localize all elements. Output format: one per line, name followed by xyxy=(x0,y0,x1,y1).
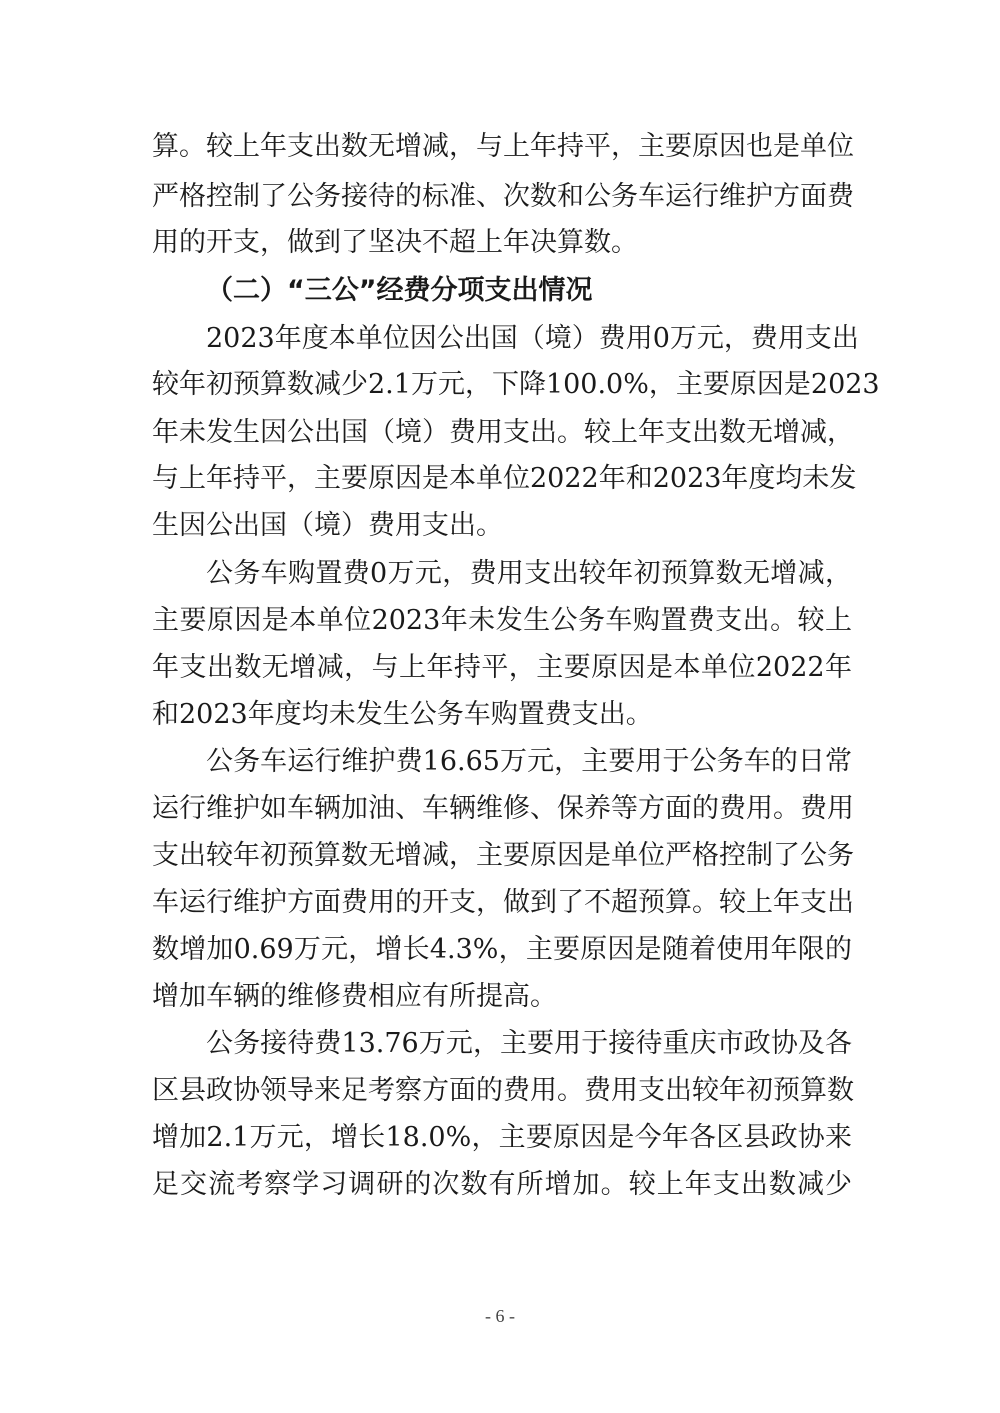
body-line: 支出较年初预算数无增减，主要原因是单位严格控制了公务 xyxy=(152,840,854,871)
body-line: 2023年度本单位因公出国（境）费用0万元，费用支出 xyxy=(206,323,859,354)
body-line: 算。较上年支出数无增减，与上年持平，主要原因也是单位 xyxy=(152,131,854,162)
body-line: 较年初预算数减少2.1万元，下降100.0%，主要原因是2023 xyxy=(152,369,880,400)
body-line: 足交流考察学习调研的次数有所增加。较上年支出数减少 xyxy=(152,1169,852,1200)
body-line: 严格控制了公务接待的标准、次数和公务车运行维护方面费 xyxy=(152,181,854,212)
body-line: 数增加0.69万元，增长4.3%，主要原因是随着使用年限的 xyxy=(152,934,852,965)
body-line: 增加车辆的维修费相应有所提高。 xyxy=(152,981,557,1012)
body-line: 和2023年度均未发生公务车购置费支出。 xyxy=(152,699,653,730)
body-line: 年未发生因公出国（境）费用支出。较上年支出数无增减， xyxy=(152,417,854,448)
body-line: 车运行维护方面费用的开支，做到了不超预算。较上年支出 xyxy=(152,887,854,918)
body-line: 公务车运行维护费16.65万元，主要用于公务车的日常 xyxy=(206,746,852,777)
body-line: 主要原因是本单位2023年未发生公务车购置费支出。较上 xyxy=(152,605,852,636)
section-heading: （二）“三公”经费分项支出情况 xyxy=(206,275,593,306)
body-line: 与上年持平，主要原因是本单位2022年和2023年度均未发 xyxy=(152,463,857,494)
body-line: 增加2.1万元，增长18.0%，主要原因是今年各区县政协来 xyxy=(152,1122,852,1153)
body-line: 运行维护如车辆加油、车辆维修、保养等方面的费用。费用 xyxy=(152,793,854,824)
body-line: 公务车购置费0万元，费用支出较年初预算数无增减， xyxy=(206,558,852,589)
body-line: 公务接待费13.76万元，主要用于接待重庆市政协及各 xyxy=(206,1028,852,1059)
body-line: 用的开支，做到了坚决不超上年决算数。 xyxy=(152,227,638,258)
body-line: 生因公出国（境）费用支出。 xyxy=(152,510,503,541)
body-line: 区县政协领导来足考察方面的费用。费用支出较年初预算数 xyxy=(152,1075,854,1106)
page-number: - 6 - xyxy=(485,1306,515,1326)
body-line: 年支出数无增减，与上年持平，主要原因是本单位2022年 xyxy=(152,652,852,683)
